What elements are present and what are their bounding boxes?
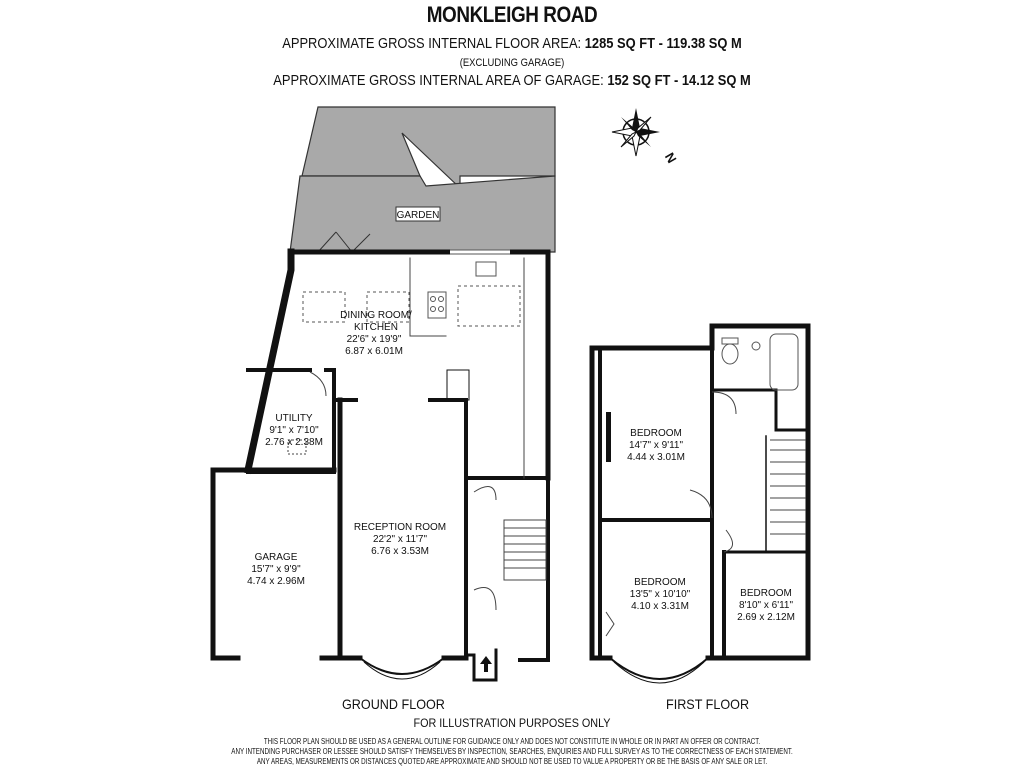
entrance-arrow-icon	[480, 656, 492, 672]
room-label-garage	[247, 552, 305, 587]
bedroom3-imperial: 8'10" x 6'11"	[738, 600, 794, 611]
ground-bay-window	[360, 658, 444, 674]
bedroom2-imperial: 13'5" x 10'10"	[629, 589, 691, 600]
utility-name: UTILITY	[275, 413, 313, 424]
bedroom1-imperial: 14'7" x 9'11"	[628, 440, 684, 451]
room-label-bedroom-2	[630, 577, 691, 612]
utility-imperial: 9'1" x 7'10"	[269, 425, 319, 436]
room-label-bedroom-1	[627, 428, 685, 463]
garage-area-value: 152 SQ FT - 14.12 SQ M	[607, 72, 751, 89]
garage-imperial: 15'7" x 9'9"	[251, 564, 301, 575]
room-label-utility	[265, 413, 323, 448]
reception-imperial: 22'2" x 11'7"	[372, 534, 428, 545]
compass-north-label: N	[661, 150, 680, 166]
plan-title: MONKLEIGH ROAD	[426, 2, 598, 27]
floor-area-note: (EXCLUDING GARAGE)	[459, 57, 565, 69]
reception-metric: 6.76 x 3.53M	[371, 546, 429, 557]
disclaimer	[113, 737, 912, 767]
first-stairs	[770, 440, 806, 534]
reception-name: RECEPTION ROOM	[353, 522, 447, 533]
room-label-reception	[354, 522, 446, 557]
floor-area-label: APPROXIMATE GROSS INTERNAL FLOOR AREA:	[282, 35, 582, 52]
garden-area	[290, 107, 555, 252]
utility-metric: 2.76 x 2.38M	[265, 437, 323, 448]
bedroom1-metric: 4.44 x 3.01M	[627, 452, 685, 463]
dining-imperial: 22'6" x 19'9"	[346, 334, 402, 345]
disclaimer-line-3: ANY AREAS, MEASUREMENTS OR DISTANCES QUOTED ARE APPROXIMATE AND SHOULD NOT BE USED TO VALUE A PROPERTY OR BE THE BASIS OF ANY SALE OR LET.	[256, 757, 768, 766]
disclaimer-line-2: ANY INTENDING PURCHASER OR LESSEE SHOULD SATISFY THEMSELVES BY INSPECTION, SEARCHES, ENQUIRIES AND FULL SURVEY AS TO THE CORRECTNESS OF EACH STATEMENT.	[231, 747, 793, 756]
dining-name-2: KITCHEN	[354, 322, 398, 333]
first-bay-window	[610, 658, 708, 679]
first-floor-label: FIRST FLOOR	[666, 696, 750, 712]
garden-label: GARDEN	[396, 210, 440, 221]
illustration-note: FOR ILLUSTRATION PURPOSES ONLY	[413, 716, 611, 730]
bedroom1-name: BEDROOM	[630, 428, 682, 439]
disclaimer-line-1: THIS FLOOR PLAN SHOULD BE USED AS A GENERAL OUTLINE FOR GUIDANCE ONLY AND DOES NOT CONSTITUTE IN WHOLE OR IN PART AN OFFER OR CONTRACT.	[263, 737, 761, 746]
floor-area-value: 1285 SQ FT - 119.38 SQ M	[584, 35, 742, 52]
bedroom3-name: BEDROOM	[740, 588, 792, 599]
room-label-bedroom-3	[737, 588, 795, 623]
garage-area-label: APPROXIMATE GROSS INTERNAL AREA OF GARAGE:	[273, 72, 604, 89]
bedroom3-metric: 2.69 x 2.12M	[737, 612, 795, 623]
garage-metric: 4.74 x 2.96M	[247, 576, 305, 587]
bedroom2-metric: 4.10 x 3.31M	[631, 601, 689, 612]
garage-name: GARAGE	[254, 552, 298, 563]
room-label-dining	[340, 310, 412, 357]
dining-metric: 6.87 x 6.01M	[345, 346, 403, 357]
ground-floor-label: GROUND FLOOR	[342, 696, 445, 712]
bathroom-fittings	[722, 334, 798, 390]
compass-icon	[612, 108, 660, 156]
dining-name-1: DINING ROOM/	[340, 310, 412, 321]
bedroom2-name: BEDROOM	[634, 577, 686, 588]
ground-stairs	[474, 487, 546, 610]
utility-door	[310, 372, 326, 396]
